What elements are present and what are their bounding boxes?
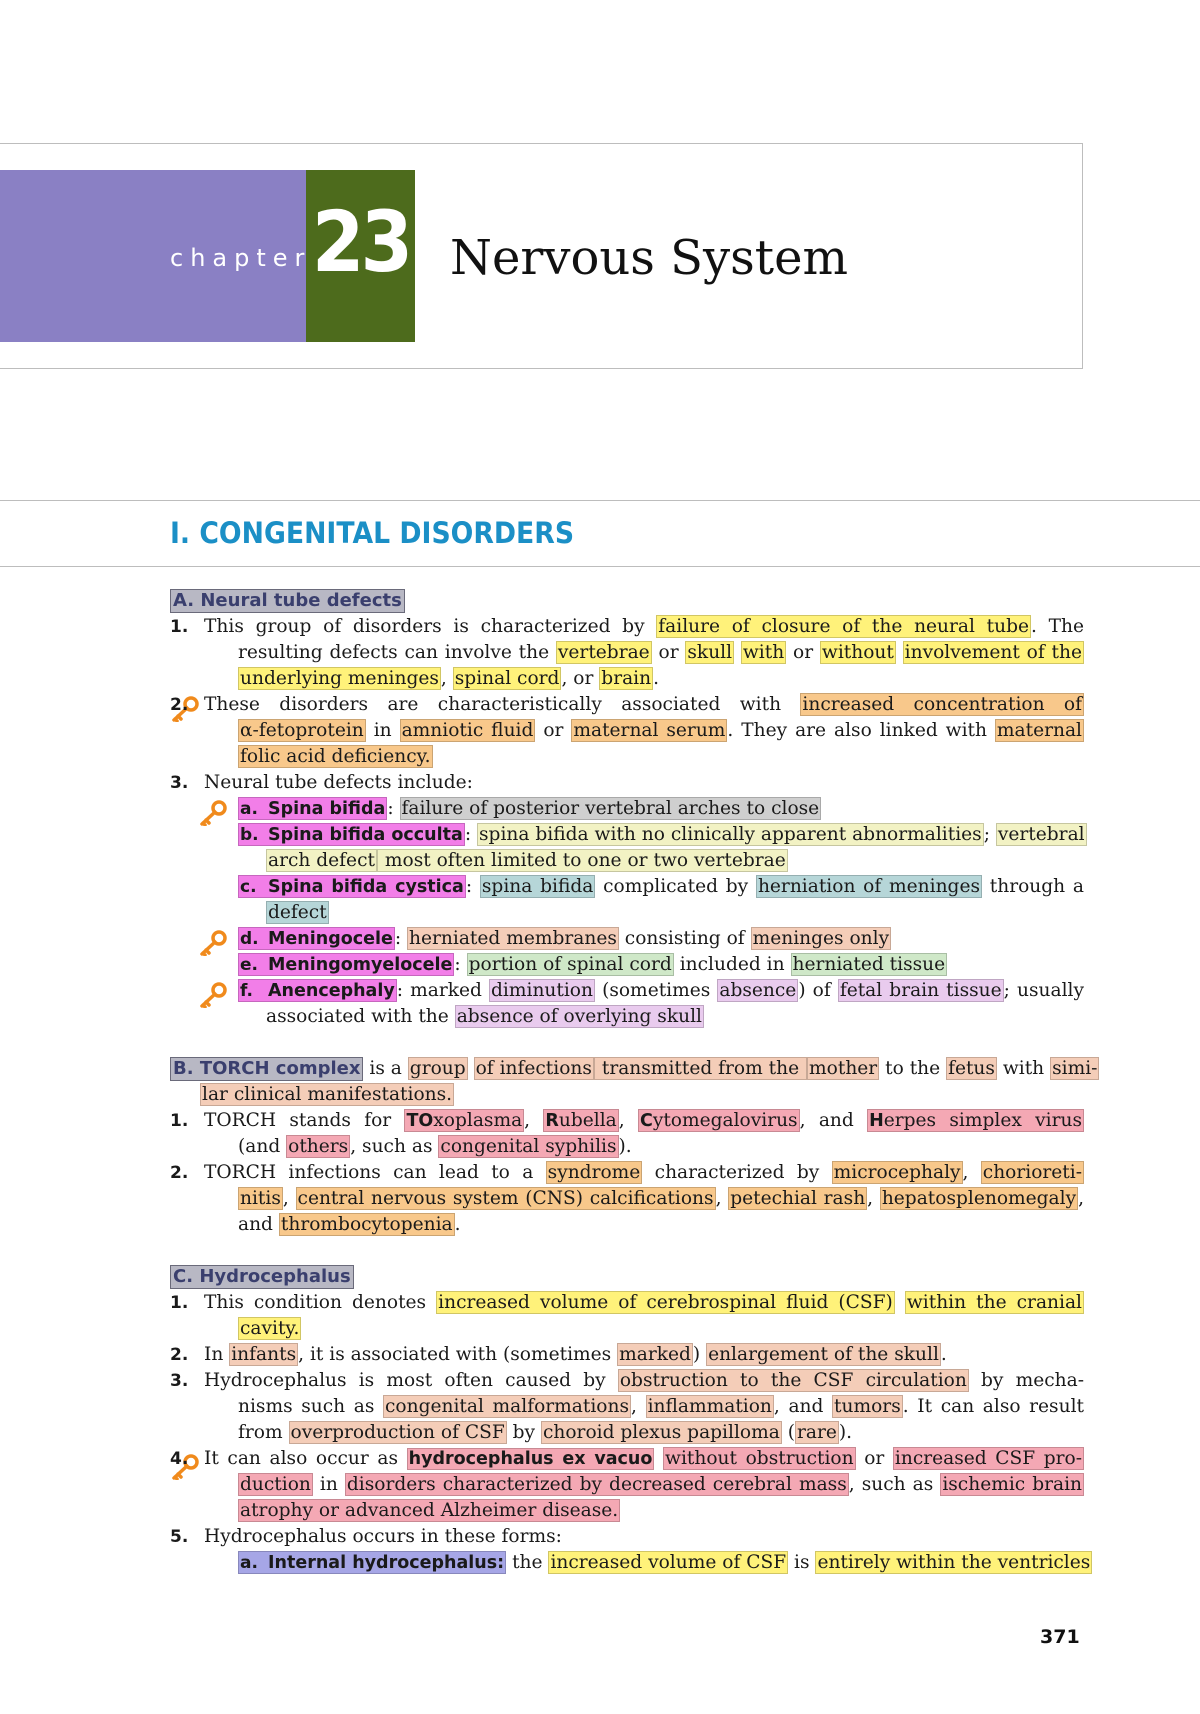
paragraph-cont: lar clinical manifestations. (202, 1084, 453, 1105)
list-item-cont: atrophy or advanced Alzheimer disease. (240, 1500, 619, 1521)
sub-item: a. Spina bifida : failure of posterior vertebral arches to close (240, 798, 820, 819)
sub-item: e. Meningomyelocele : portion of spinal cord included in herniated tissue (240, 954, 946, 975)
chapter-title: Nervous System (450, 230, 849, 286)
chapter-label: chapter (170, 244, 312, 272)
list-item: 4. It can also occur as hydrocephalus ex vacuo without obstruction or increased CSF pro- (170, 1448, 1083, 1469)
list-item: 5. Hydrocephalus occurs in these forms: (170, 1526, 562, 1547)
list-item-cont: folic acid deficiency. (240, 746, 431, 767)
list-item: 2. In infants , it is associated with (sometimes marked ) enlargement of the skull . (170, 1344, 947, 1365)
section-rule-top (0, 500, 1200, 501)
list-item-cont: underlying meninges , spinal cord , or brain . (240, 668, 660, 689)
sub-item-cont: arch defect most often limited to one or two vertebrae (268, 850, 786, 871)
list-item: 2. TORCH infections can lead to a syndrome characterized by microcephaly , chorioreti- (170, 1162, 1083, 1183)
section-title: I. CONGENITAL DISORDERS (170, 516, 575, 550)
sub-item: a. Internal hydrocephalus: the increased volume of CSF is entirely within the ventricles (240, 1552, 1091, 1573)
sub-item: c. Spina bifida cystica : spina bifida complicated by herniation of meninges through a (240, 876, 1084, 897)
chapter-number: 23 (311, 193, 410, 291)
list-item: 3. Hydrocephalus is most often caused by obstruction to the CSF circulation by mecha- (170, 1370, 1085, 1391)
subsection-heading: A. Neural tube defects (170, 588, 1084, 614)
list-item-cont: nisms such as congenital malformations , inflammation , and tumors . It can also result (238, 1396, 1084, 1417)
sub-item: d. Meningocele : herniated membranes consisting of meninges only (240, 928, 890, 949)
page-number: 371 (1040, 1626, 1080, 1648)
list-item-cont: and thrombocytopenia . (238, 1214, 461, 1235)
sub-item-cont: defect (268, 902, 327, 923)
list-item-cont: cavity. (240, 1318, 300, 1339)
list-item-cont: α-fetoprotein in amniotic fluid or maternal serum . They are also linked with maternal (240, 720, 1082, 741)
list-item: 3. Neural tube defects include: (170, 772, 473, 793)
list-item: 1. TORCH stands for TOxoplasma , Rubella , Cytomegalovirus , and Herpes simplex virus (170, 1110, 1082, 1131)
subsection-heading: B. TORCH complex is a group of infections transmitted from the mother to the fetus with simi- (170, 1056, 1084, 1082)
subsection-heading: C. Hydrocephalus (170, 1264, 1084, 1290)
page-content (170, 588, 1098, 1576)
list-item-cont: resulting defects can involve the vertebrae or skull with or without involvement of the (238, 642, 1082, 663)
list-item: 2. These disorders are characteristically associated with increased concentration of (170, 694, 1082, 715)
list-item-cont: duction in disorders characterized by decreased cerebral mass , such as ischemic brain (240, 1474, 1083, 1495)
sub-item-cont: associated with the absence of overlying skull (266, 1006, 702, 1027)
list-item: 1. This group of disorders is characterized by failure of closure of the neural tube . The (170, 616, 1084, 637)
sub-item: f. Anencephaly : marked diminution (sometimes absence ) of fetal brain tissue ; usually (240, 980, 1084, 1001)
sub-item: b. Spina bifida occulta : spina bifida with no clinically apparent abnormalities ; vertebral (240, 824, 1085, 845)
list-item-cont: nitis , central nervous system (CNS) calcifications , petechial rash , hepatosplenomegaly , (240, 1188, 1085, 1209)
section-rule-bottom (0, 566, 1200, 567)
list-item-cont: (and others , such as congenital syphilis ). (238, 1136, 632, 1157)
list-item: 1. This condition denotes increased volume of cerebrospinal fluid (CSF) within the cranial (170, 1292, 1082, 1313)
list-item-cont: from overproduction of CSF by choroid plexus papilloma ( rare ). (238, 1422, 853, 1443)
